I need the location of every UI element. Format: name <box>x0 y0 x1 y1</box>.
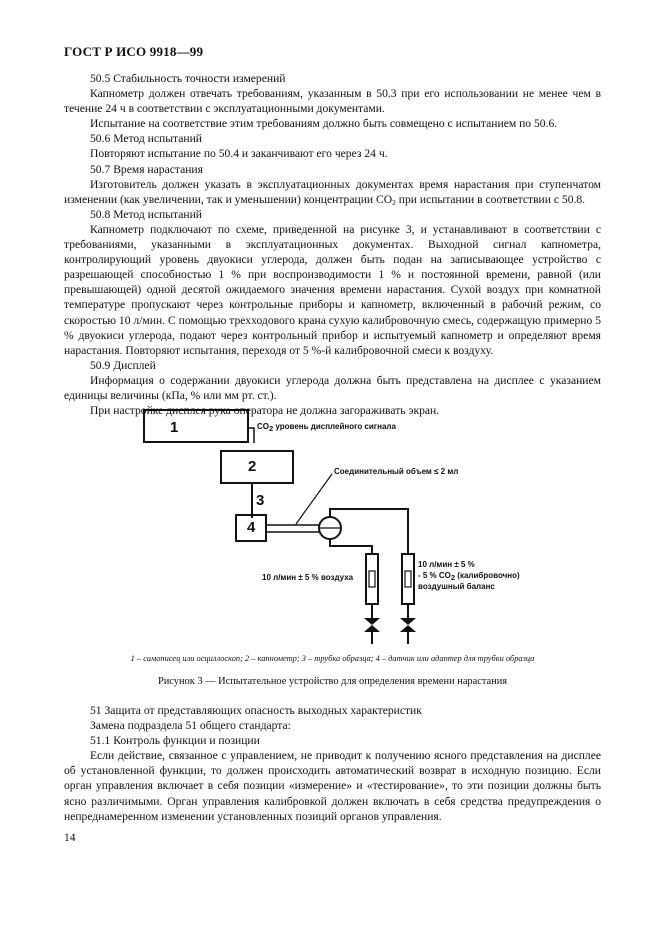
box-1-label: 1 <box>170 419 179 436</box>
section-heading: 51 Защита от представляющих опасность выходных характеристик <box>90 704 422 717</box>
volume-label: Соединительный объем ≤ 2 мл <box>334 467 459 476</box>
section-heading: 51.1 Контроль функции и позиции <box>90 734 260 748</box>
flowmeter-air <box>366 554 378 604</box>
body-text-top <box>64 71 601 418</box>
co2-signal-label: $CO_2$ уровень дисплейного сигнала <box>257 422 396 433</box>
figure-3-diagram <box>64 396 601 658</box>
section-heading: 50.5 Стабильность точности измерений <box>90 72 286 85</box>
recorder-box <box>144 410 248 442</box>
tube-3-label: 3 <box>256 492 265 509</box>
air-flow-label: 10 л/мин ± 5 % воздуха <box>262 573 354 582</box>
paragraph-507: Изготовитель должен указать в эксплуатационных документах время нарастания при ступенчатом изменении (как увеличении, так и уменьшении) концентрации $CO_2$ при испытании в соответствии с 50.8. <box>64 177 601 207</box>
paragraph: Информация о содержании двуокиси углерода должна быть представлена на дисплее с указанием единицы величины (кПа, % или мм рт. ст.). <box>64 373 601 402</box>
paragraph: При настройке дисплея рука оператора не должна загораживать экран. <box>90 404 440 418</box>
paragraph: Капнометр подключают по схеме, приведенной на рисунке 3, и устанавливают в соответствии с требованиями, указанными в эксплуатационных документах. Выходной сигнал капнометра, контролирующий уровень двуокиси углерода, должен быть подан на записывающее устройство с разрешающей способностью 1 % при воспроизводимости 1 % и постоянной времени, равной (или превышающей) одной десятой ожидаемого значения времени нарастания. Сухой воздух при комнатной температуре пропускают через контрольные приборы и капнометр, включенный в рабочий режим, со скоростью 10 л/мин. С помощью трехходового крана сухую калибровочную смесь, содержащую примерно 5 % двуокиси углерода, подают через контрольный прибор и испытуемый капнометр и определяют время нарастания. Повторяют испытания, переходя от 5 %-й калибровочной смеси к воздуху. <box>64 222 601 357</box>
body-text-bottom <box>64 703 601 824</box>
paragraph: Повторяют испытание по 50.4 и заканчивают его через 24 ч. <box>90 147 388 161</box>
paragraph: Если действие, связанное с управлением, не приводит к получению ясного представления на дисплее об установленной функции, то должен происходить автоматический возврат в исходную позицию. Если орган управления включает в себя позиции «измерение» и «тестирование», то эти позиции должны быть ясно различимыми. Орган управления калибровкой должен включать в себя средства предупреждения о непреднамеренном изменении установленных позиций органов управления. <box>64 749 601 823</box>
section-heading: 50.6 Метод испытаний <box>90 132 202 146</box>
calibration-gas-label: 10 л/мин ± 5 % - 5 % $CO_2$ (калибровочно) воздушный баланс <box>418 560 520 591</box>
page-number: 14 <box>64 832 76 844</box>
capnometer-box <box>221 451 293 483</box>
box-4-label: 4 <box>247 519 256 536</box>
paragraph: Замена подраздела 51 общего стандарта: <box>90 719 291 733</box>
figure-caption: Рисунок 3 — Испытательное устройство для определения времени нарастания <box>157 676 508 687</box>
paragraph: Капнометр должен отвечать требованиям, указанным в 50.3 при его использовании не менее чем в течение 24 ч в соответствии с эксплуатационными документами. <box>64 87 601 116</box>
box-2-label: 2 <box>248 458 257 475</box>
section-heading: 50.8 Метод испытаний <box>90 207 202 221</box>
paragraph: Испытание на соответствие этим требованиям должно быть совмещено с испытанием по 50.6. <box>90 117 558 131</box>
test-setup-schematic <box>64 396 601 658</box>
section-heading: 50.9 Дисплей <box>90 358 156 372</box>
section-heading: 50.7 Время нарастания <box>90 162 203 176</box>
flowmeter-gas <box>402 554 414 604</box>
figure-legend: 1 – самописец или осциллоскоп; 2 – капнометр; 3 – трубка образца; 4 – датчик или адаптер для трубки образца <box>130 654 535 663</box>
document-header: ГОСТ Р ИСО 9918—99 <box>64 44 204 59</box>
